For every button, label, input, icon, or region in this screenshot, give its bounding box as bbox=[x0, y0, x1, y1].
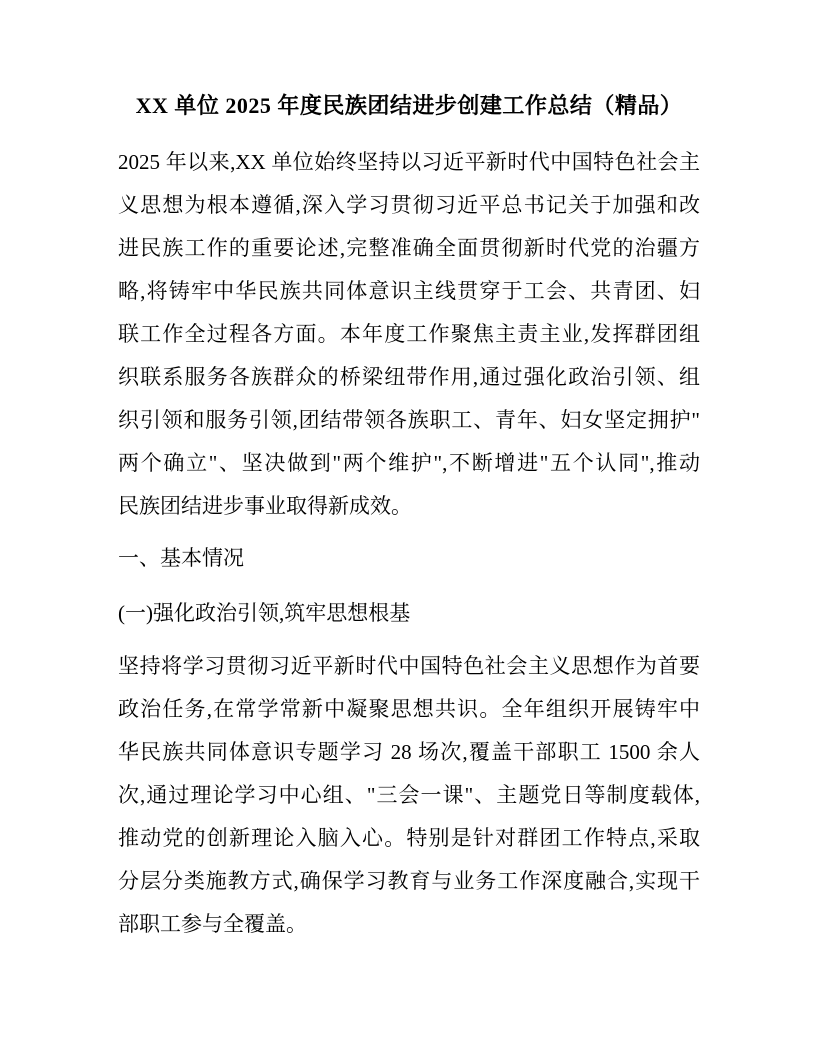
document-title: XX 单位 2025 年度民族团结进步创建工作总结（精品） bbox=[135, 93, 683, 118]
text-line: 推动党的创新理论入脑入心。特别是针对群团工作特点,采取 bbox=[118, 826, 700, 850]
text-line: 织联系服务各族群众的桥梁纽带作用,通过强化政治引领、组 bbox=[118, 365, 700, 389]
text-line: 次,通过理论学习中心组、"三会一课"、主题党日等制度载体, bbox=[118, 783, 700, 807]
text-line: 进民族工作的重要论述,完整准确全面贯彻新时代党的治疆方 bbox=[118, 236, 700, 260]
text-line: 坚持将学习贯彻习近平新时代中国特色社会主义思想作为首要 bbox=[118, 654, 700, 678]
text-line: 华民族共同体意识专题学习 28 场次,覆盖干部职工 1500 余人 bbox=[118, 740, 700, 764]
paragraph bbox=[118, 645, 700, 946]
text-line: 联工作全过程各方面。本年度工作聚焦主责主业,发挥群团组 bbox=[118, 322, 700, 346]
text-line: 一、基本情况 bbox=[118, 546, 244, 570]
section-heading bbox=[118, 592, 700, 635]
text-line: 民族团结进步事业取得新成效。 bbox=[118, 494, 412, 518]
text-line: 2025 年以来,XX 单位始终坚持以习近平新时代中国特色社会主 bbox=[118, 150, 700, 174]
text-line: 略,将铸牢中华民族共同体意识主线贯穿于工会、共青团、妇 bbox=[118, 279, 700, 303]
text-line: 政治任务,在常学常新中凝聚思想共识。全年组织开展铸牢中 bbox=[118, 697, 700, 721]
text-line: 织引领和服务引领,团结带领各族职工、青年、妇女坚定拥护" bbox=[118, 408, 700, 432]
text-line: 部职工参与全覆盖。 bbox=[118, 912, 307, 936]
text-line: 两个确立"、坚决做到"两个维护",不断增进"五个认同",推动 bbox=[118, 451, 700, 475]
section-heading bbox=[118, 537, 700, 580]
document-body bbox=[118, 141, 700, 946]
text-line: 分层分类施教方式,确保学习教育与业务工作深度融合,实现干 bbox=[118, 869, 700, 893]
text-line: (一)强化政治引领,筑牢思想根基 bbox=[118, 601, 411, 625]
paragraph bbox=[118, 141, 700, 528]
text-line: 义思想为根本遵循,深入学习贯彻习近平总书记关于加强和改 bbox=[118, 193, 700, 217]
